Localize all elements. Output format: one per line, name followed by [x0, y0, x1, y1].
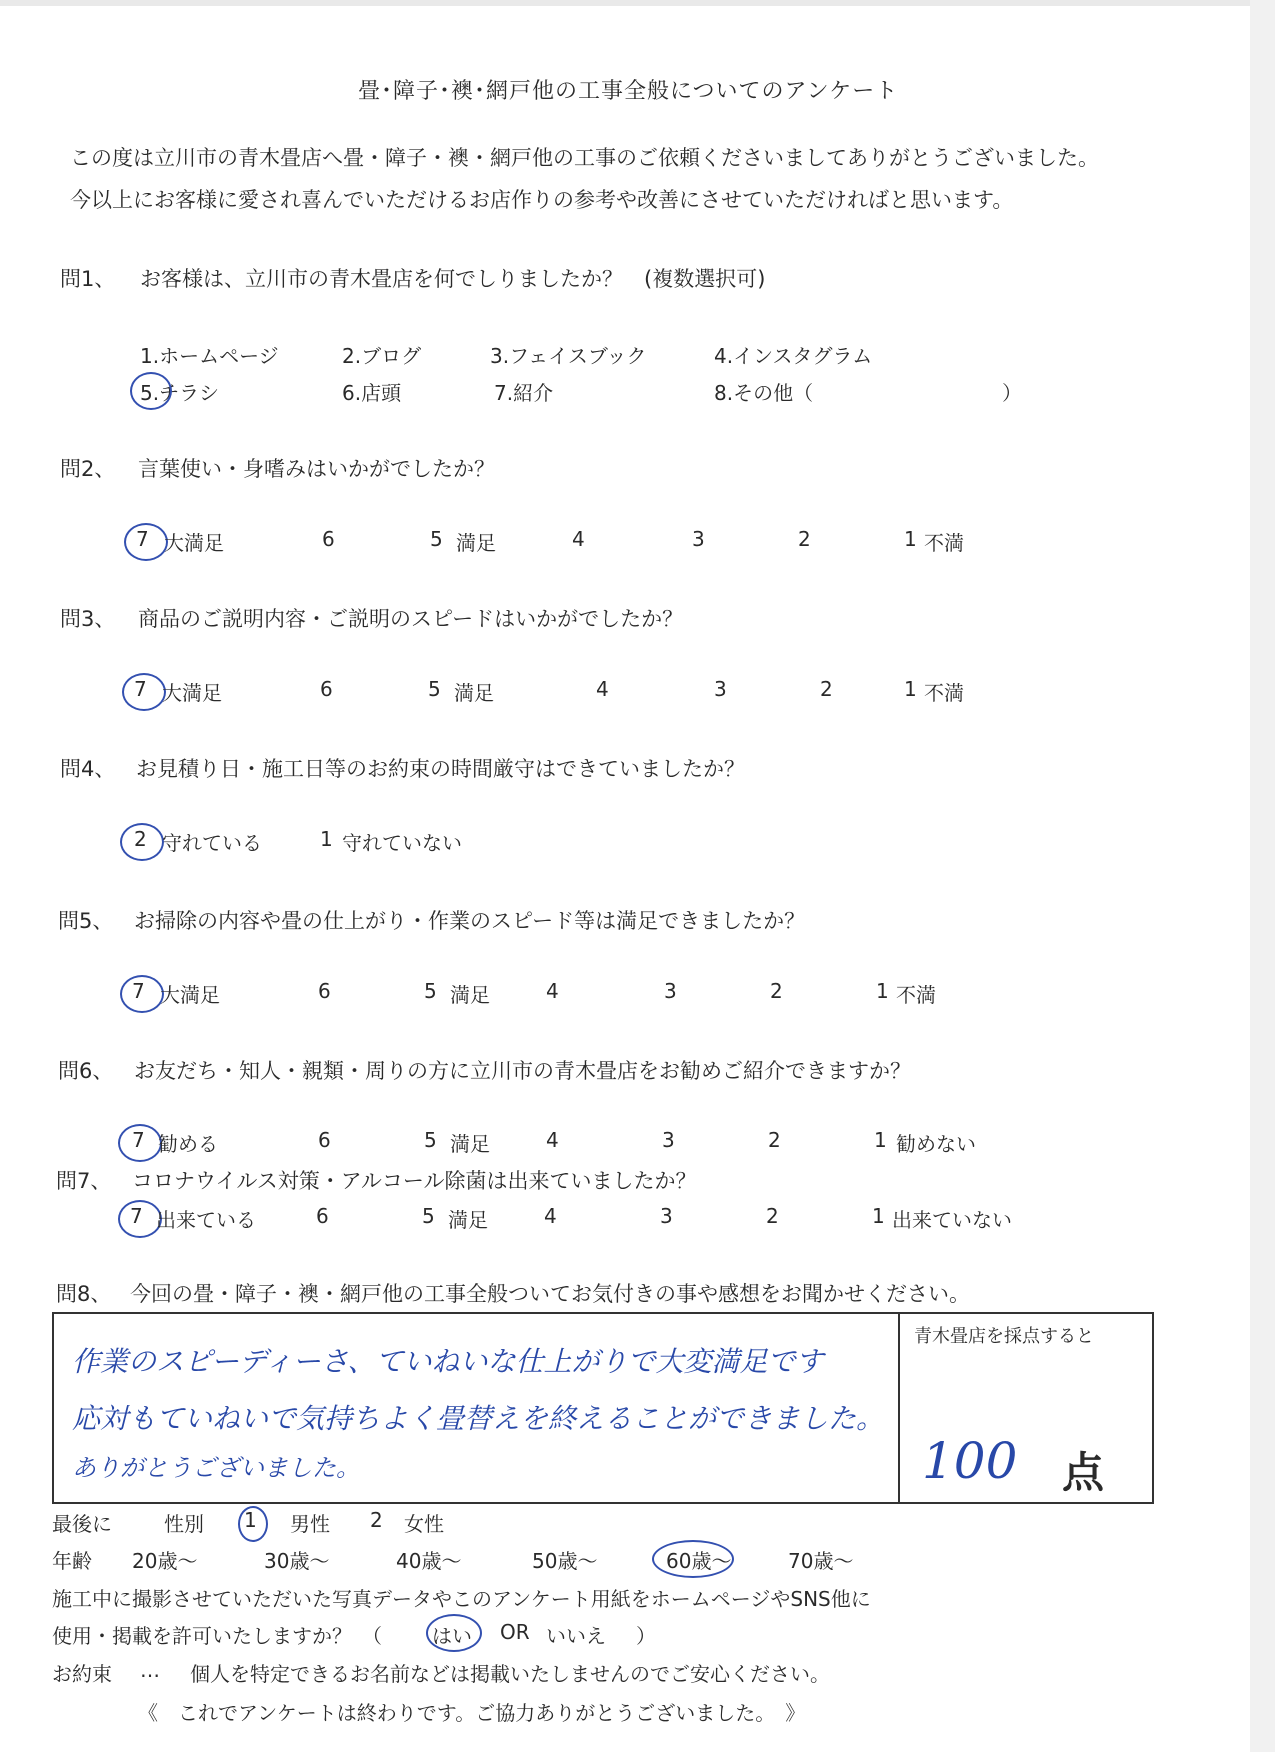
q4-number: 問4、 [60, 757, 116, 781]
age-70: 70歳～ [788, 1549, 854, 1573]
q6-opt-1-label: 勧めない [896, 1132, 976, 1156]
q3-number: 問3、 [60, 607, 116, 631]
q3-opt-5-label: 満足 [454, 681, 494, 705]
q6-number: 問6、 [58, 1059, 114, 1083]
comment-line-2: 応対もていねいで気持ちよく畳替えを終えることができました。 [72, 1402, 885, 1435]
q5-opt-2: 2 [770, 979, 783, 1003]
comment-divider [898, 1312, 900, 1502]
q2-question: 言葉使い・身嗜みはいかがでしたか？ [138, 457, 495, 481]
q5-opt-1-label: 不満 [896, 983, 936, 1007]
q7-opt-1-label: 出来ていない [892, 1208, 1012, 1232]
intro-line-2: 今以上にお客様に愛され喜んでいただけるお店作りの参考や改善にさせていただければと思います。 [70, 188, 1014, 212]
q1-option-5: 5.チラシ [140, 381, 220, 405]
q1-question: お客様は、立川市の青木畳店を何でしりましたか？ (複数選択可) [140, 267, 766, 291]
gender-male-text: 男性 [290, 1512, 330, 1536]
final-lead: 最後に [52, 1512, 112, 1536]
q2-opt-7-label: 大満足 [164, 531, 224, 555]
q7-number: 問7、 [56, 1169, 112, 1193]
q3-opt-3: 3 [714, 677, 727, 701]
q5-opt-7: 7 [132, 979, 145, 1003]
age-20: 20歳～ [132, 1549, 198, 1573]
scan-edge-top [0, 0, 1275, 6]
score-value: 100 [922, 1432, 1018, 1490]
q5-opt-5: 5 [424, 979, 437, 1003]
q7-opt-7: 7 [130, 1204, 143, 1228]
q2-opt-1: 1 [904, 527, 917, 551]
q3-opt-7-label: 大満足 [162, 681, 222, 705]
q5-opt-1: 1 [876, 979, 889, 1003]
age-30: 30歳～ [264, 1549, 330, 1573]
consent-yes: はい [432, 1624, 472, 1648]
q1-option-2: 2.ブログ [342, 344, 422, 368]
age-40: 40歳～ [396, 1549, 462, 1573]
q5-opt-3: 3 [664, 979, 677, 1003]
consent-line-1: 施工中に撮影させていただいた写真データやこのアンケート用紙をホームページやSNS他に [52, 1587, 871, 1611]
score-unit: 点 [1062, 1448, 1105, 1497]
q6-opt-3: 3 [662, 1128, 675, 1152]
q7-opt-6: 6 [316, 1204, 329, 1228]
q5-number: 問5、 [58, 909, 114, 933]
q8-number: 問8、 [56, 1282, 112, 1306]
q6-opt-4: 4 [546, 1128, 559, 1152]
q5-opt-5-label: 満足 [450, 983, 490, 1007]
q1-option-8-close: ） [1002, 381, 1022, 405]
consent-or: OR [500, 1620, 530, 1644]
q2-opt-3: 3 [692, 527, 705, 551]
q4-opt-2-label: 守れている [162, 831, 262, 855]
q4-opt-2: 2 [134, 827, 147, 851]
q1-number: 問1、 [60, 267, 116, 291]
q1-option-4: 4.インスタグラム [714, 344, 873, 368]
q1-option-1: 1.ホームページ [140, 344, 279, 368]
closing-message: 《 これでアンケートは終わりです。ご協力ありがとうございました。 》 [138, 1701, 806, 1725]
gender-male-number: 1 [244, 1508, 257, 1532]
q1-option-3: 3.フェイスブック [490, 344, 647, 368]
promise-label: お約束 [52, 1662, 112, 1686]
q6-opt-7-label: 勧める [158, 1132, 218, 1156]
consent-close: ） [636, 1624, 656, 1648]
q2-opt-4: 4 [572, 527, 585, 551]
gender-female-number: 2 [370, 1508, 383, 1532]
promise-dots: … [140, 1658, 160, 1682]
q3-opt-2: 2 [820, 677, 833, 701]
q6-opt-1: 1 [874, 1128, 887, 1152]
q1-option-5-circle [130, 372, 172, 410]
q2-number: 問2、 [60, 457, 116, 481]
q2-opt-7: 7 [136, 527, 149, 551]
q1-option-8: 8.その他（ [714, 381, 814, 405]
q2-opt-5: 5 [430, 527, 443, 551]
q2-opt-5-label: 満足 [456, 531, 496, 555]
q2-opt-2: 2 [798, 527, 811, 551]
q4-opt-1-label: 守れていない [342, 831, 462, 855]
q3-opt-4: 4 [596, 677, 609, 701]
q7-opt-1: 1 [872, 1204, 885, 1228]
consent-no: いいえ [546, 1624, 606, 1648]
q3-opt-1: 1 [904, 677, 917, 701]
q7-opt-3: 3 [660, 1204, 673, 1228]
intro-line-1: この度は立川市の青木畳店へ畳・障子・襖・網戸他の工事のご依頼くださいましてありがとうございました。 [70, 146, 1099, 170]
q5-question: お掃除の内容や畳の仕上がり・作業のスピード等は満足できましたか？ [134, 909, 806, 933]
comment-line-1: 作業のスピーディーさ、ていねいな仕上がりで大変満足です [72, 1345, 824, 1378]
age-60: 60歳～ [666, 1549, 732, 1573]
q4-opt-1: 1 [320, 827, 333, 851]
score-label: 青木畳店を採点すると [914, 1326, 1094, 1347]
q6-opt-2: 2 [768, 1128, 781, 1152]
q5-opt-6: 6 [318, 979, 331, 1003]
scan-edge-right [1250, 0, 1275, 1752]
q1-option-6: 6.店頭 [342, 381, 402, 405]
q1-option-7: 7.紹介 [494, 381, 554, 405]
promise-text: 個人を特定できるお名前などは掲載いたしませんのでご安心ください。 [190, 1662, 830, 1686]
q7-opt-7-label: 出来ている [156, 1208, 256, 1232]
q7-opt-2: 2 [766, 1204, 779, 1228]
q3-question: 商品のご説明内容・ご説明のスピードはいかがでしたか？ [138, 607, 684, 631]
q7-question: コロナウイルス対策・アルコール除菌は出来ていましたか？ [132, 1169, 697, 1193]
gender-female-text: 女性 [404, 1512, 444, 1536]
q6-opt-6: 6 [318, 1128, 331, 1152]
q5-opt-7-label: 大満足 [160, 983, 220, 1007]
q8-question: 今回の畳・障子・襖・網戸他の工事全般ついてお気付きの事や感想をお聞かせください。 [130, 1282, 970, 1306]
gender-label: 性別 [164, 1512, 204, 1536]
q3-opt-6: 6 [320, 677, 333, 701]
q2-opt-6: 6 [322, 527, 335, 551]
consent-line-2: 使用・掲載を許可いたしますか？ （ [52, 1624, 382, 1648]
age-label: 年齢 [52, 1549, 92, 1573]
q6-opt-5-label: 満足 [450, 1132, 490, 1156]
q7-opt-5-label: 満足 [448, 1208, 488, 1232]
q7-opt-4: 4 [544, 1204, 557, 1228]
q3-opt-7: 7 [134, 677, 147, 701]
q6-question: お友だち・知人・親類・周りの方に立川市の青木畳店をお勧めご紹介できますか？ [134, 1059, 911, 1083]
q2-opt-1-label: 不満 [924, 531, 964, 555]
page-title: 畳･障子･襖･網戸他の工事全般についてのアンケート [358, 79, 899, 104]
q4-question: お見積り日・施工日等のお約束の時間厳守はできていましたか？ [136, 757, 745, 781]
q3-opt-5: 5 [428, 677, 441, 701]
q5-opt-4: 4 [546, 979, 559, 1003]
q6-opt-5: 5 [424, 1128, 437, 1152]
q7-opt-5: 5 [422, 1204, 435, 1228]
comment-line-3: ありがとうございました。 [72, 1454, 360, 1482]
age-50: 50歳～ [532, 1549, 598, 1573]
q3-opt-1-label: 不満 [924, 681, 964, 705]
q6-opt-7: 7 [132, 1128, 145, 1152]
